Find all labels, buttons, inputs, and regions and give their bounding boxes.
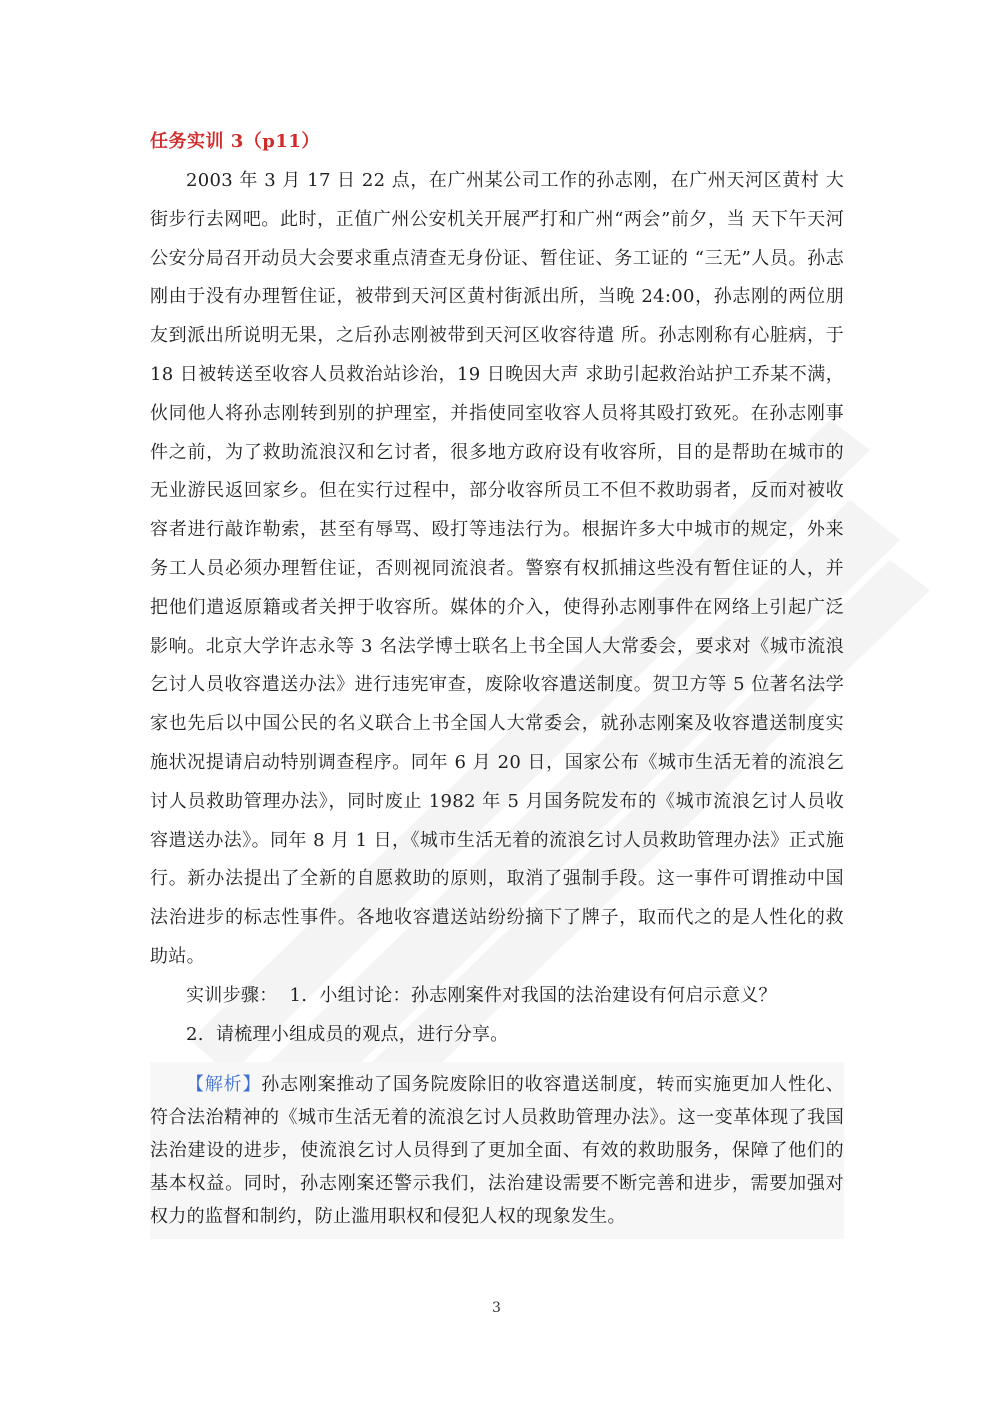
step-text: 请梳理小组成员的观点，进行分享。 xyxy=(215,1023,509,1045)
step-text: 小组讨论：孙志刚案件对我国的法治建设有何启示意义？ xyxy=(319,984,777,1006)
steps-label: 实训步骤： xyxy=(186,984,278,1006)
page-number: 3 xyxy=(492,1300,501,1316)
case-paragraph: 2003 年 3 月 17 日 22 点，在广州某公司工作的孙志刚，在广州天河区黄村 大街步行去网吧。此时，正值广州公安机关开展严打和广州“两会”前夕，当 天下午天河公安分局召开动员大会要求重点清查无身份证、暂住证、务工证的 “三无”人员。孙志刚由于没有办理暂住证，被带到天河区黄村街派出所，当晚 24:00，孙志刚的两位朋友到派出所说明无果，之后孙志刚被带到天河区收容待遣 所。孙志刚称有心脏病，于 18 日被转送至收容人员救治站诊治，19 日晚因大声 求助引起救治站护工乔某不满，伙同他人将孙志刚转到别的护理室，并指使同室收容人员将其殴打致死。在孙志刚事件之前，为了救助流浪汉和乞讨者，很多地方政府设有收容所，目的是帮助在城市的无业游民返回家乡。但在实行过程中，部分收容所员工不但不救助弱者，反而对被收容者进行敲诈勒索，甚至有辱骂、殴打等违法行为。根据许多大中城市的规定，外来务工人员必须办理暂住证，否则视同流浪者。警察有权抓捕这些没有暂住证的人，并把他们遣返原籍或者关押于收容所。媒体的介入，使得孙志刚事件在网络上引起广泛影响。北京大学许志永等 3 名法学博士联名上书全国人大常委会，要求对《城市流浪乞讨人员收容遣送办法》进行违宪审查，废除收容遣送制度。贺卫方等 5 位著名法学家也先后以中国公民的名义联合上书全国人大常委会，就孙志刚案及收容遣送制度实施状况提请启动特别调查程序。同年 6 月 20 日，国家公布《城市生活无着的流浪乞讨人员救助管理办法》，同时废止 1982 年 5 月国务院发布的《城市流浪乞讨人员收容遣送办法》。同年 8 月 1 日，《城市生活无着的流浪乞讨人员救助管理办法》正式施行。新办法提出了全新的自愿救助的原则，取消了强制手段。这一事件可谓推动中国法治进步的标志性事件。各地收容遣送站纷纷摘下了牌子，取而代之的是人性化的救助站。 xyxy=(150,170,844,967)
analysis-block xyxy=(150,1062,844,1239)
analysis-tag: 【解析】 xyxy=(186,1074,262,1096)
step-number: 2. xyxy=(186,1023,204,1045)
step-number: 1. xyxy=(289,984,308,1006)
main-content xyxy=(150,126,844,1239)
step-1 xyxy=(150,977,844,1016)
section-title: 任务实训 3（p11） xyxy=(150,131,320,152)
step-2 xyxy=(150,1016,844,1055)
training-steps xyxy=(150,977,844,1055)
analysis-text: 孙志刚案推动了国务院废除旧的收容遣送制度，转而实施更加人性化、符合法治精神的《城市生活无着的流浪乞讨人员救助管理办法》。这一变革体现了我国法治建设的进步，使流浪乞讨人员得到了更加全面、有效的救助服务，保障了他们的基本权益。同时，孙志刚案还警示我们，法治建设需要不断完善和进步，需要加强对权力的监督和制约，防止滥用职权和侵犯人权的现象发生。 xyxy=(150,1074,845,1228)
